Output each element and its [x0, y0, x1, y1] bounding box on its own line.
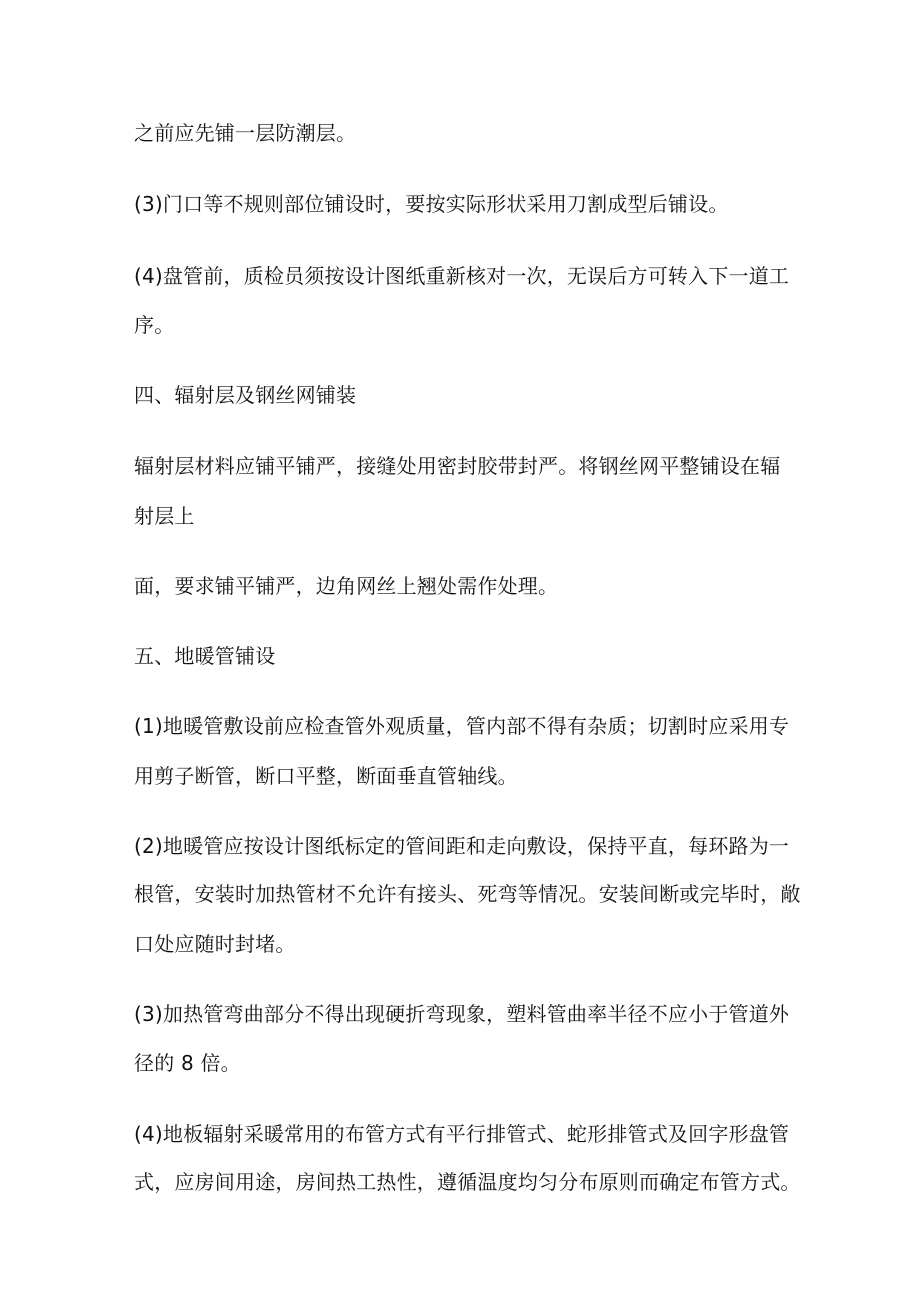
text-line: 面，要求铺平铺严，边角网丝上翘处需作处理。	[134, 574, 559, 598]
text-line: 式，应房间用途，房间热工热性，遵循温度均匀分布原则而确定布管方式。	[134, 1170, 801, 1194]
list-item-3b: (3)加热管弯曲部分不得出现硬折弯现象，塑料管曲率半径不应小于管道外	[134, 1002, 790, 1026]
text-line: 序。	[134, 313, 175, 337]
text-line: 口处应随时封堵。	[134, 932, 296, 956]
section-heading-5: 五、地暖管铺设	[134, 644, 276, 668]
list-item-3: (3)门口等不规则部位铺设时，要按实际形状采用刀割成型后铺设。	[134, 192, 729, 216]
section-heading-4: 四、辐射层及钢丝网铺装	[134, 383, 357, 407]
text-line: 射层上	[134, 504, 195, 528]
text-line: 径的 8 倍。	[134, 1051, 241, 1075]
list-item-2: (2)地暖管应按设计图纸标定的管间距和走向敷设，保持平直，每环路为一	[134, 834, 790, 858]
list-item-4: (4)盘管前，质检员须按设计图纸重新核对一次，无误后方可转入下一道工	[134, 264, 790, 288]
text-line: 根管，安装时加热管材不允许有接头、死弯等情况。安装间断或完毕时，敞	[134, 882, 801, 906]
list-item-4b: (4)地板辐射采暖常用的布管方式有平行排管式、蛇形排管式及回字形盘管	[134, 1122, 790, 1146]
text-line: 用剪子断管，断口平整，断面垂直管轴线。	[134, 764, 518, 788]
text-line: 之前应先铺一层防潮层。	[134, 121, 357, 145]
text-line: 辐射层材料应铺平铺严，接缝处用密封胶带封严。将钢丝网平整铺设在辐	[134, 454, 781, 478]
list-item-1: (1)地暖管敷设前应检查管外观质量，管内部不得有杂质；切割时应采用专	[134, 714, 790, 738]
